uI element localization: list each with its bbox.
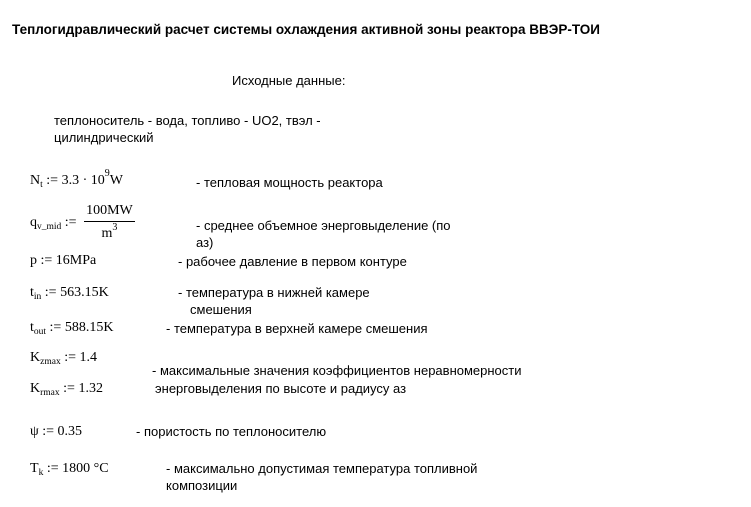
tout-rest: := 588.15K: [49, 320, 114, 335]
qv-denominator: $m^3$: [101, 222, 118, 241]
section-heading: Исходные данные:: [232, 73, 346, 88]
tk-expression: [30, 461, 109, 477]
nt-exponent: 9: [104, 168, 110, 179]
qv-fraction: [84, 203, 135, 242]
kr-rest: := 1.32: [63, 381, 103, 396]
kr-expression: [30, 381, 103, 397]
tk-subscript: k: [38, 468, 44, 478]
qv-subscript: v_mid: [37, 221, 62, 232]
qv-symbol: q: [30, 214, 37, 230]
qv-numerator: 100MW: [84, 203, 135, 222]
tout-symbol: t: [30, 320, 34, 335]
p-description: - рабочее давление в первом контуре: [178, 254, 407, 269]
k-description-1: - максимальные значения коэффициентов неравномерности: [152, 363, 522, 378]
nt-value: 3.3 · 10: [61, 173, 105, 188]
tin-expression: [30, 285, 109, 301]
kz-symbol: K: [30, 350, 41, 365]
intro-line-2: цилиндрический: [54, 130, 154, 145]
tin-description-1: - температура в нижней камере: [178, 285, 370, 300]
nt-symbol: N: [30, 173, 41, 188]
qv-description-2: аз): [196, 235, 214, 250]
p-expression: p := 16MPa: [30, 253, 97, 268]
tin-description-2: смешения: [190, 302, 252, 317]
intro-line-1: теплоноситель - вода, топливо - UO2, твэл -: [54, 113, 321, 128]
nt-unit: W: [109, 173, 123, 188]
psi-expression: ψ := 0.35: [30, 424, 83, 439]
tin-rest: := 563.15K: [44, 285, 109, 300]
tk-description-2: композиции: [166, 478, 238, 493]
qv-assign: :=: [64, 214, 77, 230]
page-title: Теплогидравлический расчет системы охлаждения активной зоны реактора ВВЭР-ТОИ: [12, 22, 601, 37]
psi-description: - пористость по теплоносителю: [136, 424, 327, 439]
tin-symbol: t: [30, 285, 34, 300]
nt-assign: :=: [46, 173, 59, 188]
tk-rest: := 1800 °C: [46, 461, 109, 476]
kr-symbol: K: [30, 381, 41, 396]
tout-expression: [30, 320, 113, 336]
tk-symbol: T: [30, 461, 39, 476]
qv-den-exponent: 3: [112, 222, 118, 233]
nt-subscript: t: [40, 180, 43, 190]
tk-description-1: - максимально допустимая температура топливной: [166, 461, 478, 476]
tin-subscript: in: [33, 292, 42, 302]
qv-expression: [30, 203, 135, 242]
k-description-2: энерговыделения по высоте и радиусу аз: [155, 381, 407, 396]
nt-expression: [30, 168, 123, 190]
kz-subscript: zmax: [40, 357, 61, 367]
nt-description: - тепловая мощность реактора: [196, 175, 383, 190]
kz-rest: := 1.4: [64, 350, 97, 365]
tout-subscript: out: [33, 327, 47, 337]
qv-description-1: - среднее объемное энерговыделение (по: [196, 218, 451, 233]
kr-subscript: rmax: [40, 388, 60, 398]
kz-expression: [30, 350, 97, 366]
tout-description: - температура в верхней камере смешения: [166, 321, 428, 336]
